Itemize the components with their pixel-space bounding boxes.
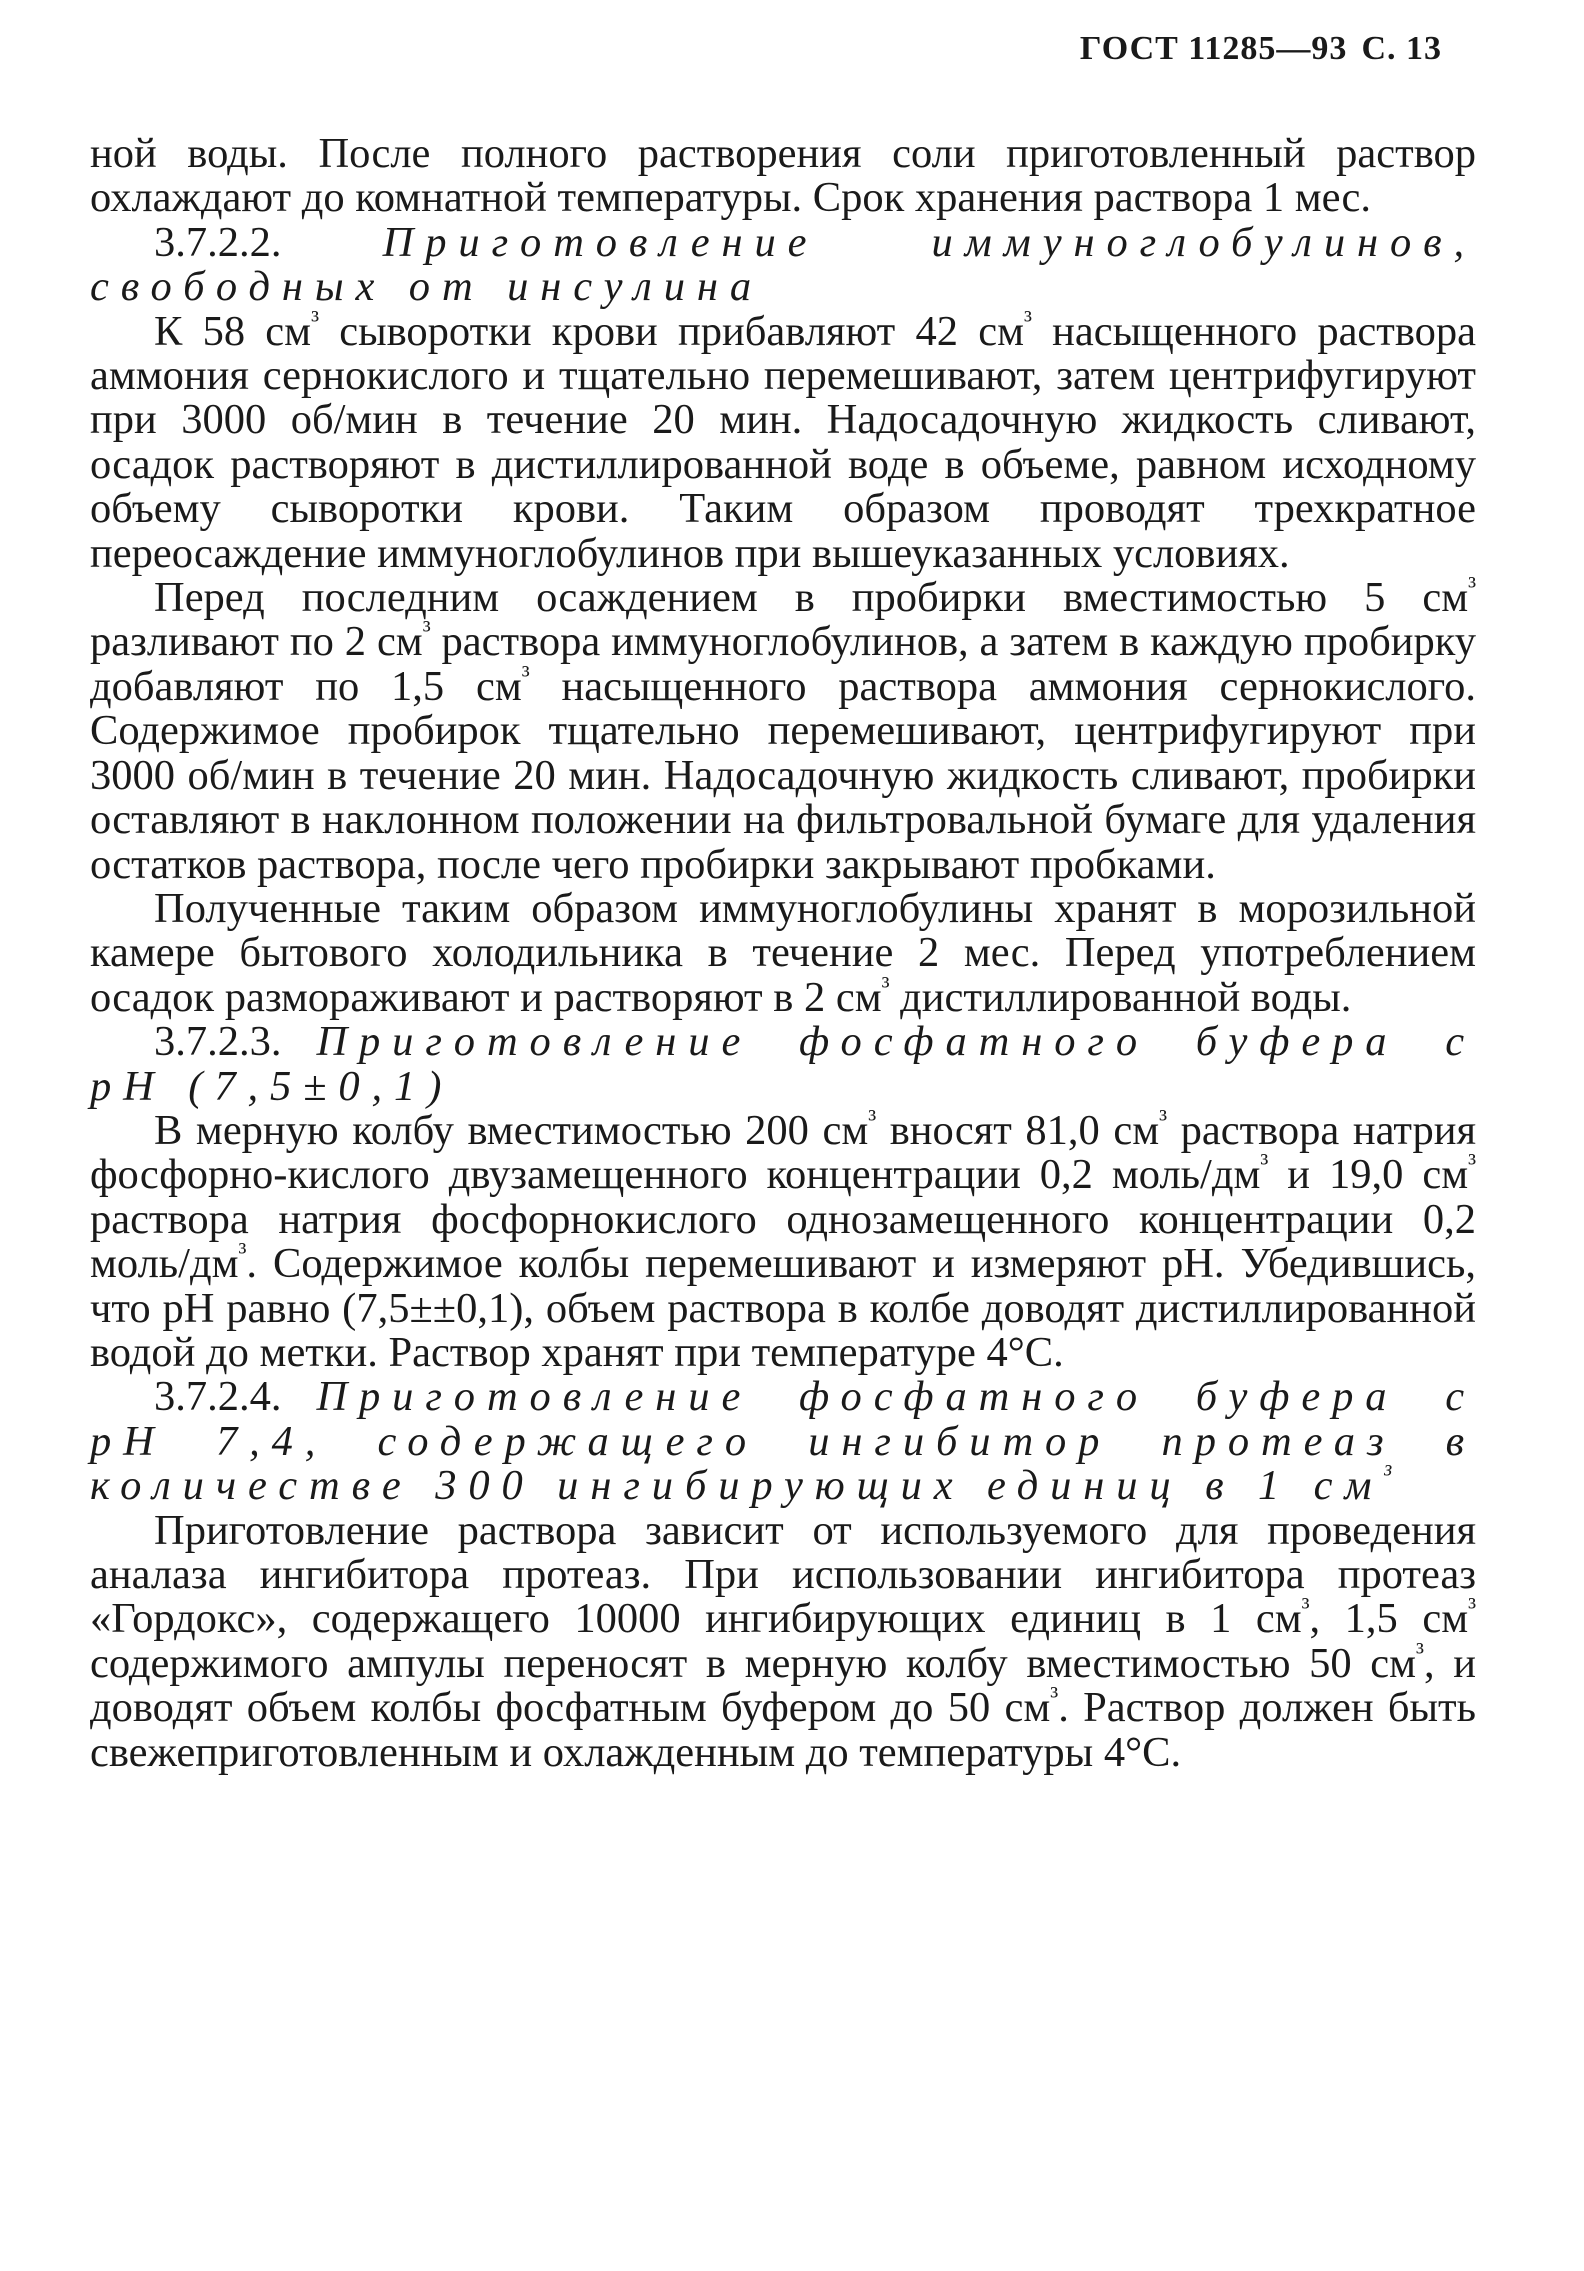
section-title: Приготовление фосфатного буфера с pH (7,5±0,1) bbox=[90, 1018, 1477, 1110]
section-heading-3-7-2-2 bbox=[90, 218, 1476, 311]
section-number: 3.7.2.4. bbox=[154, 1373, 282, 1421]
document-body bbox=[90, 132, 1476, 1775]
section-title: Приготовление иммуноглобулинов, свободных от инсулина bbox=[90, 218, 1476, 311]
standard-number: ГОСТ 11285—93 bbox=[1079, 30, 1348, 67]
section-heading-3-7-2-3 bbox=[90, 1020, 1476, 1109]
section-number: 3.7.2.3. bbox=[154, 1018, 282, 1066]
paragraph: Перед последним осаждением в пробирки вместимостью 5 $см^{^3}$ разливают по 2 $см^{^3}$ раствора иммуноглобулинов, а затем в каждую пробирку добавляют по 1,5 $см^{^3}$ насыщенного раствора аммония сернокислого. Содержимое пробирок тщательно перемешивают, центрифугируют при 3000 об/мин в течение 20 мин. Надосадочную жидкость сливают, пробирки оставляют в наклонном положении на фильтровальной бумаге для удаления остатков раствора, после чего пробирки закрывают пробками. bbox=[90, 571, 1477, 888]
section-title: Приготовление фосфатного буфера с pH 7,4, содержащего ингибитор протеаз в количестве 300 ингибирующих единиц в 1 $см^{^3}$ bbox=[90, 1373, 1477, 1510]
paragraph: Полученные таким образом иммуноглобулины хранят в морозильной камере бытового холодильника в течение 2 мес. Перед употреблением осадок размораживают и растворяют в 2 $см^{^3}$ дистиллированной воды. bbox=[90, 884, 1476, 1021]
paragraph: В мерную колбу вместимостью 200 $см^{^3}$ вносят 81,0 $см^{^3}$ раствора натрия фосфорно-кислого двузамещенного концентрации 0,2 моль/$дм^{^3}$ и 19,0 $см^{^3}$ раствора натрия фосфорнокислого однозамещенного концентрации 0,2 моль/$дм^{^3}$. Содержимое колбы перемешивают и измеряют pH. Убедившись, что pH равно (7,5±±0,1), объем раствора в колбе доводят дистиллированной водой до метки. Раствор хранят при температуре 4°С. bbox=[90, 1104, 1476, 1376]
paragraph-continuation: ной воды. После полного растворения соли приготовленный раствор охлаждают до комнатной температуры. Срок хранения раствора 1 мес. bbox=[90, 130, 1476, 222]
section-number: 3.7.2.2. bbox=[154, 218, 282, 266]
section-heading-3-7-2-4 bbox=[90, 1375, 1476, 1508]
page-number: С. 13 bbox=[1361, 30, 1442, 67]
paragraph: К 58 $см^{^3}$ сыворотки крови прибавляют 42 $см^{^3}$ насыщенного раствора аммония сернокислого и тщательно перемешивают, затем центрифугируют при 3000 об/мин в течение 20 мин. Надосадочную жидкость сливают, осадок растворяют в дистиллированной воде в объеме, равном исходному объему сыворотки крови. Таким образом проводят трехкратное переосаждение иммуноглобулинов при вышеуказанных условиях. bbox=[90, 305, 1477, 577]
page-header bbox=[1080, 30, 1442, 68]
paragraph: Приготовление раствора зависит от используемого для проведения аналаза ингибитора протеаз. При использовании ингибитора протеаз «Гордокс», содержащего 10000 ингибирующих единиц в 1 $см^{^3}$, 1,5 $см^{^3}$ содержимого ампулы переносят в мерную колбу вместимостью 50 $см^{^3}$, и доводят объем колбы фосфатным буфером до 50 $см^{^3}$. Раствор должен быть свежеприготовленным и охлажденным до температуры 4°С. bbox=[90, 1506, 1477, 1776]
